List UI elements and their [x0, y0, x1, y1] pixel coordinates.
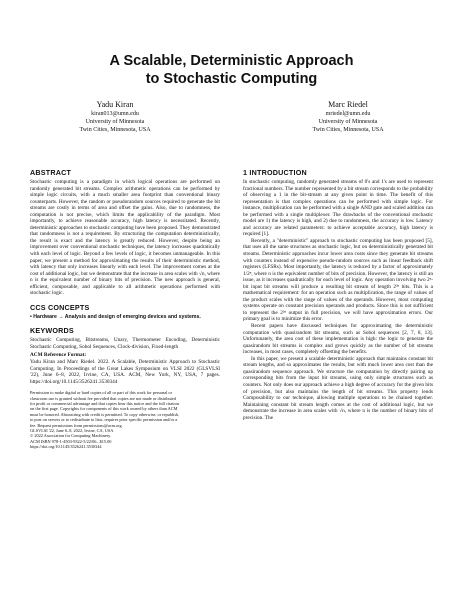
notice-line: GLSVLSI '22, June 6–8, 2022, Irvine, CA, USA: [30, 428, 114, 434]
author-email: kiran013@umn.edu: [91, 111, 139, 117]
title-line-2: to Stochastic Computing: [145, 71, 318, 87]
notice-line: classroom use is granted without fee provided that copies are not made or distributed: [30, 395, 176, 401]
abstract-heading: ABSTRACT: [30, 168, 72, 177]
notice-line: to post on servers or to redistribute to lists, requires prior specific permission and/or a: [30, 417, 178, 423]
ccs-text: • Hardware → Analysis and design of emerging devices and systems.: [30, 313, 201, 320]
intro-paragraph: Recent papers have discussed techniques for approximating the deterministic computation with quasirandom bit streams, such as Sobol sequences [2, 7, 8, 13]. Unfortunately, the area cost of these implementation is high: the logic to generate the quasirandom bit streams is complex and grows quickly as the number of bit streams increases, in most cases, completely offsetting the benefits.: [243, 323, 433, 356]
notice-line: must be honored. Abstracting with credit is permitted. To copy otherwise, or republish,: [30, 411, 180, 417]
author-affiliation: University of Minnesota: [318, 119, 378, 125]
author-block-1: [25, 100, 205, 134]
keywords-heading: KEYWORDS: [30, 326, 74, 336]
notice-line: on the first page. Copyrights for components of this work owned by others than ACM: [30, 406, 178, 412]
left-column: [30, 168, 220, 450]
abstract-text: Stochastic computing is a paradigm in which logical operations are performed on randomly generated bit streams. Complex arithmetic operations can be performed by simple logic circuits, with a much smaller area footprint than conventional binary counterparts. However, the random or pseudorandom sources required to generate the bit streams are costly in terms of area and offset the gains. Also, due to randomness, the computation is not precise, which limits the applicability of the paradigm. Most importantly, to achieve reasonable accuracy, high latency is necessitated. Recently, deterministic approaches to stochastic computing have been proposed. They demonstrated that randomness is not a requirement. By structuring the computation deterministically, the result is exact and the latency is greatly reduced. However, despite being an improvement over conventional stochastic techniques, the latency increases quadratically with each level of logic. Beyond a few levels of logic, it becomes unmanageable. In this paper, we present a method for approximating the results of their deterministic method, with latency that only increases linearly with each level. The improvement comes at the cost of additional logic, but we demonstrate that the increase in area scales with √n, where n is the equivalent number of binary bits of precision. The new approach is general, efficient, composable, and applicable to all arithmetic operations performed with stochastic logic.: [30, 179, 220, 297]
author-affiliation: University of Minnesota: [85, 119, 145, 125]
author-block-2: [258, 100, 438, 134]
ccs-heading: CCS CONCEPTS: [30, 302, 90, 312]
author-email: mriedel@umn.edu: [325, 111, 371, 117]
keywords-text: Stochastic Computing, Bitstreams, Unary, Thermometer Encoding, Deterministic Stochastic Computing, Sobol Sequences, Clock-division, Fixed-length: [30, 337, 220, 350]
intro-paragraph: In stochastic computing, randomly generated streams of 0's and 1's are used to represent fractional numbers. The number represented by a bit stream corresponds to the probability of observing a 1 in the bit-stream at any given point in time. The benefit of this representation is that complex operations can be performed with simple logic. For instance, multiplication can be performed with a single AND gate and scaled addition can be performed with a single multiplexer. The drawbacks of the conventional stochastic model are 1) the latency is high, and 2) due to randomness, the accuracy is low. Latency and accuracy are related parameters: to achieve acceptable accuracy, high latency is required [1].: [243, 179, 433, 238]
notice-line: ACM ISBN 978-1-4503-9322-5/22/06...$15.00: [30, 438, 112, 444]
notice-link[interactable]: https://doi.org/10.1145/3526241.3530344: [30, 444, 102, 450]
reference-heading: ACM Reference Format:: [30, 352, 87, 359]
author-name: Yadu Kiran: [96, 100, 134, 109]
reference-text: Yadu Kiran and Marc Riedel. 2022. A Scalable, Deterministic Approach to Stochastic Computing. In Proceedings of the Great Lakes Symposium on VLSI 2022 (GLSVLSI '22), June 6–8, 2022, Irvine, CA, USA. ACM, New York, NY, USA, 7 pages. https://doi.org/10.1145/3526241.3530344: [30, 358, 220, 385]
notice-line: Permission to make digital or hard copies of all or part of this work for personal or: [30, 390, 173, 396]
notice-line: fee. Request permissions from permissions@acm.org.: [30, 422, 123, 428]
author-location: Twin Cities, Minnesota, USA: [79, 127, 151, 133]
paper-title: [40, 52, 423, 88]
author-location: Twin Cities, Minnesota, USA: [312, 127, 384, 133]
notice-line: © 2022 Association for Computing Machinery.: [30, 433, 112, 439]
introduction-heading: 1 INTRODUCTION: [243, 168, 307, 177]
title-line-1: A Scalable, Deterministic Approach: [109, 53, 354, 69]
permission-notice: [30, 390, 220, 449]
intro-paragraph: In this paper, we present a scalable deterministic approach that maintains constant bit stream lengths, and so approximates the results, but with much lower area cost than the quasirandom sequence approach. We structure the computation by directly pairing up corresponding bits from the input bit streams, using only simple structures such as counters. Not only does our approach achieve a high degree of accuracy for the given bits of precision, but also maintains the length of bit streams. This property lends Composability to our technique, allowing multiple operations to be chained together. Maintaining constant bit stream length comes at the cost of additional logic, but we demonstrate the increase in area scales with √n, where n is the number of binary bits of precision. The: [243, 355, 433, 421]
author-name: Marc Riedel: [328, 100, 368, 109]
notice-line: for profit or commercial advantage and that copies bear this notice and the full citation: [30, 400, 179, 406]
right-column: [243, 168, 433, 421]
intro-paragraph: Recently, a "deterministic" approach to stochastic computing has been proposed [5], that uses all the same structures as stochastic logic, but on deterministically generated bit streams. Deterministic approaches incur lower area costs since they generate bit streams with counters instead of expensive pseudo-random sources such as linear feedback shift registers (LFSRs). Most importantly, the latency is reduced by a factor of approximately 1/2ⁿ, where n is the equivalent number of bits of precision. However, the latency is still an issue, as it increases quadratically for each level of logic. Any operation involving two 2ⁿ-bit input bit streams will produce a resulting bit stream of length 2²ⁿ bits. This is a mathematical requirement: for an operation such as multiplication, the range of values of the product scales with the range of values of the operands. However, most computing systems operate on constant precision operands and products. Since this is not sufficient to represent the 2²ⁿ output in full precision, we will have approximation errors. Our primary goal is to minimize this error.: [243, 237, 433, 323]
